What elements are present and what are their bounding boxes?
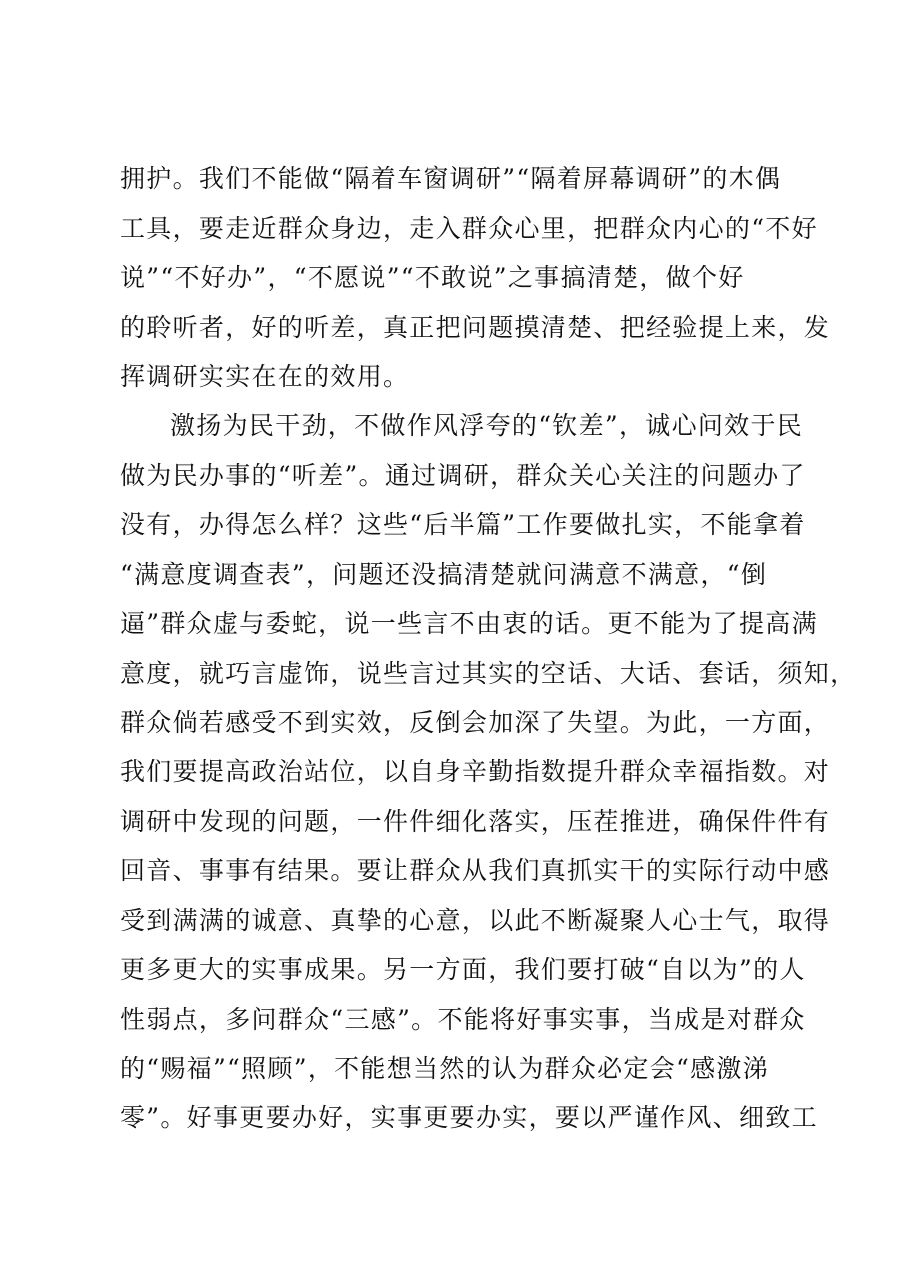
text-line: 工具，要走近群众身边，走入群众心里，把群众内心的“不好: [120, 214, 818, 243]
text-line: 的聆听者，好的听差，真正把问题摸清楚、把经验提上来，发: [120, 313, 831, 342]
text-line: 意度，就巧言虚饰，说些言过其实的空话、大话、套话，须知，: [120, 659, 857, 688]
text-line: 我们要提高政治站位，以自身辛勤指数提升群众幸福指数。对: [120, 757, 831, 786]
text-line: 做为民办事的“听差”。通过调研，群众关心关注的问题办了: [120, 461, 806, 490]
text-line: “满意度调查表”，问题还没搞清楚就问满意不满意，“倒: [120, 560, 768, 589]
text-line: 挥调研实实在在的效用。: [120, 362, 410, 391]
text-line: 没有，办得怎么样？这些“后半篇”工作要做扎实，不能拿着: [120, 510, 806, 539]
text-line: 受到满满的诚意、真挚的心意，以此不断凝聚人心士气，取得: [120, 906, 831, 935]
text-line: 拥护。我们不能做“隔着车窗调研”“隔着屏幕调研”的木偶: [120, 164, 782, 193]
text-line: 更多更大的实事成果。另一方面，我们要打破“自以为”的人: [120, 955, 806, 984]
text-line: 性弱点，多问群众“三感”。不能将好事实事，当成是对群众: [120, 1005, 806, 1034]
text-line: 群众倘若感受不到实效，反倒会加深了失望。为此，一方面，: [120, 708, 831, 737]
text-line: 回音、事事有结果。要让群众从我们真抓实干的实际行动中感: [120, 856, 831, 885]
text-line: 说”“不好办”，“不愿说”“不敢说”之事搞清楚，做个好: [120, 263, 745, 292]
text-line: 调研中发现的问题，一件件细化落实，压茬推进，确保件件有: [120, 807, 831, 836]
paragraph-first-line: 激扬为民干劲，不做作风浮夸的“钦差”，诚心问效于民: [170, 411, 804, 440]
text-line: 零”。好事更要办好，实事更要办实，要以严谨作风、细致工: [120, 1103, 818, 1132]
text-line: 的“赐福”“照顾”，不能想当然的认为群众必定会“感激涕: [120, 1054, 770, 1083]
text-line: 逼”群众虚与委蛇，说一些言不由衷的话。更不能为了提高满: [120, 609, 818, 638]
